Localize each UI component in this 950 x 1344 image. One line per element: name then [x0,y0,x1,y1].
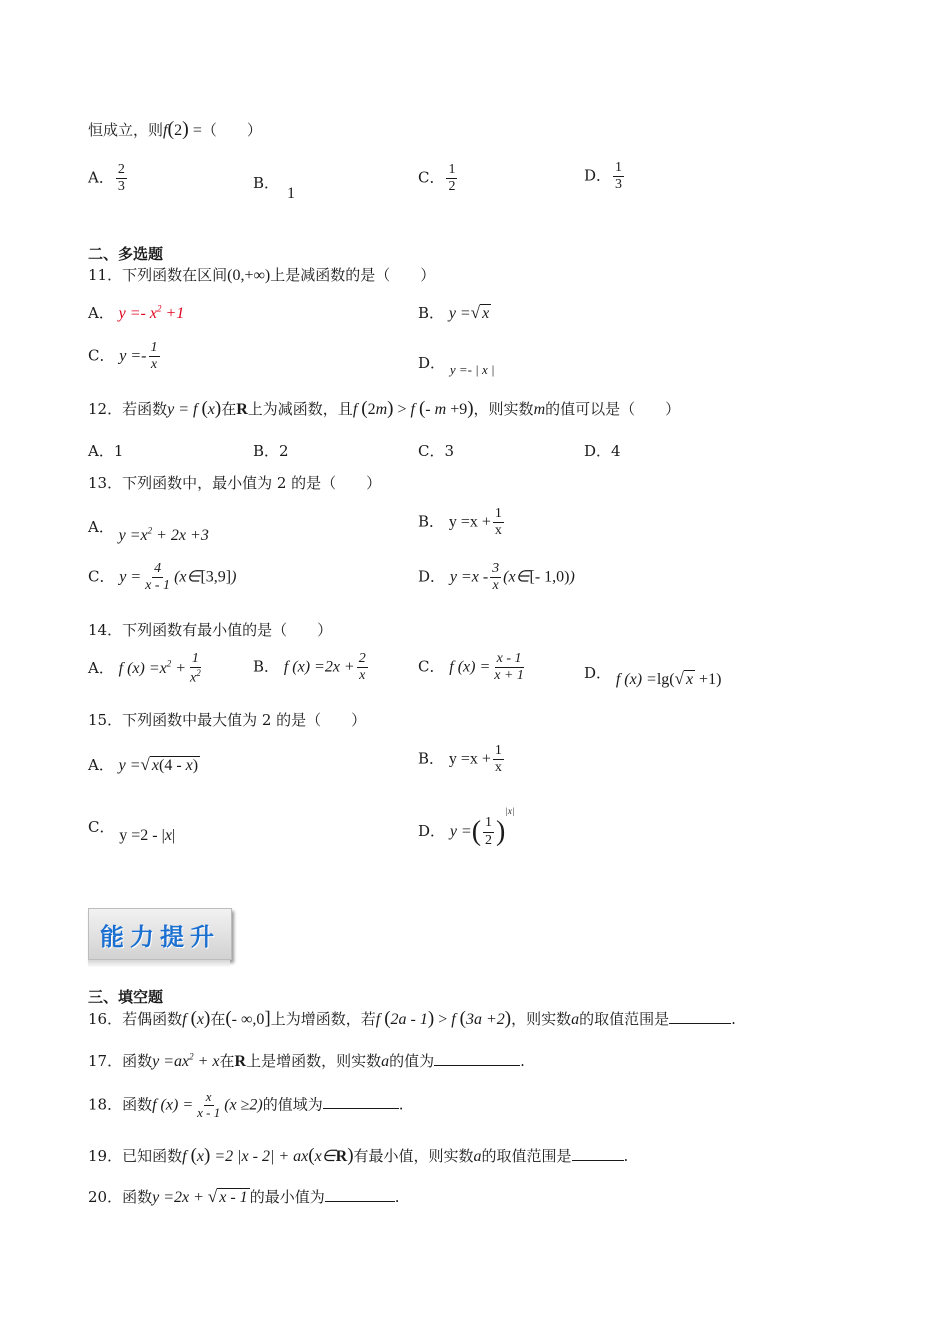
q13-stem: 13．下列函数中，最小值为 2 的是（ ） [88,474,382,492]
q15-option-c-formula: y =2 - |x| [119,827,176,844]
q11-option-c[interactable]: C． y =- $\frac{1}{x}$ [88,340,158,373]
section-title-multi-choice: 二、多选题 [88,245,164,263]
q12-option-a[interactable]: A．1 [88,442,124,460]
q11-stem: 11．下列函数在区间(0,+∞)上是减函数的是（ ） [88,266,436,284]
q10-option-c-label: C． [418,168,445,187]
q11-option-a[interactable]: A． $y =- x^2 +1$ [88,303,185,322]
q15-stem: 15．下列函数中最大值为 2 的是（ ） [88,711,367,729]
q10-paren: （ ） [201,121,262,139]
q14-stem: 14．下列函数有最小值的是（ ） [88,621,333,639]
q14-option-a-formula: f $(x) =x^2$ + [118,658,187,677]
q16-answer-blank[interactable] [669,1009,731,1024]
q13-option-b[interactable]: B． y =x + $\frac{1}{x}$ [418,506,502,539]
q14-option-d[interactable]: D． f (x) =lg(√ x +1) [584,664,722,688]
q10-stem-text: 恒成立，则 [88,121,164,139]
q13-option-b-formula: y =x + [448,513,491,531]
q14-option-b-formula: f (x) =2x + [283,658,355,676]
q11-option-a-formula: $y =- x^2 +1$ [118,303,185,322]
q10-option-d-label: D． [584,166,612,185]
q10-option-a-label: A． [88,168,114,187]
banner-text: 能力提升 [100,922,220,951]
q13-option-c[interactable]: C． y = $\frac{4}{x - 1}$ (x∈[3,9]) [88,561,237,594]
q13-option-d[interactable]: D． y =x - $\frac{3}{x}$ (x∈[- 1,0)) [418,561,575,594]
q13-option-d-formula: y =x - [449,568,489,586]
section-title-fill-blank: 三、填空题 [88,988,164,1006]
q11-option-d[interactable]: D． y =- | x | [418,354,495,377]
q15-option-b[interactable]: B． y =x + $\frac{1}{x}$ [418,743,502,776]
q10-formula: f [163,122,168,139]
q10-option-c[interactable] [418,162,459,195]
q10-option-b-value: 1 [287,185,296,202]
ability-boost-banner [88,908,232,960]
q18-stem: 18．函数f (x) = $\frac{x}{x - 1}$ (x ≥2)的值域为 . [88,1089,404,1120]
q12-option-b[interactable]: B．2 [253,442,289,460]
q10-option-b-label: B． [253,174,280,192]
q15-option-a[interactable]: A． y =√ x(4 - x) [88,755,199,774]
q12-option-d[interactable]: D．4 [584,442,621,460]
q18-answer-blank[interactable] [323,1094,399,1109]
q10-option-d-fraction: $\frac{1}{3}$ [615,160,623,193]
q15-option-b-formula: y =x + [448,750,491,768]
q19-answer-blank[interactable] [572,1146,624,1161]
q14-option-b[interactable]: B． f (x) =2x + $\frac{2}{x}$ [253,651,366,684]
q11-option-b-formula: y =√ x [448,303,490,322]
q11-option-b[interactable]: B． y =√ x [418,303,490,322]
q10-option-b[interactable] [253,172,296,202]
q19-stem: 19．已知函数f (x) =2 |x - 2| + ax(x∈R)有最小值，则实数a的取值范围是 . [88,1145,629,1166]
q10-option-d[interactable] [584,160,626,193]
q11-option-c-formula: y =- [119,347,147,365]
q14-option-a[interactable]: A． f $(x) =x^2$ + $\frac{1}{x^2}$ [88,651,201,686]
q14-option-c-formula: f (x) = [449,658,491,676]
q11-option-d-formula: y =- | x | [449,362,495,377]
q15-option-d[interactable]: D． y =( $\frac{1}{2}$ )$^{|x|}$ [418,806,515,848]
q10-option-a-fraction: $\frac{2}{3}$ [117,162,125,195]
q10-option-c-fraction: $\frac{1}{2}$ [448,162,456,195]
q20-answer-blank[interactable] [325,1187,395,1202]
q16-stem: 16．若偶函数f (x)在(- ∞,0]上为增函数，若f (2a - 1) > f (3a +2)，则实数a的取值范围是 . [88,1008,736,1029]
q13-option-a-formula: $y =x^2 + 2x +3$ [118,525,209,544]
q13-option-c-formula: y = [119,568,142,586]
q17-answer-blank[interactable] [434,1051,520,1066]
q12-stem: 12．若函数y = f (x)在R上为减函数，且f (2m) > f (- m +9)，则实数m的值可以是（ ） [88,398,681,419]
q15-option-d-formula: y = [449,823,472,840]
q13-option-a[interactable]: A． $y =x^2 + 2x +3$ [88,518,209,544]
banner-reflection [88,960,230,967]
q10-arg: 2 [174,122,183,139]
q15-option-a-formula: y =√ x(4 - x) [118,755,199,774]
q10-stem: 恒成立，则f(2) =（ ） [88,118,262,140]
q14-option-d-formula: f (x) =lg(√ x +1) [615,669,722,688]
q10-option-a[interactable] [88,162,129,195]
q11-interval: (0,+∞) [227,267,271,284]
q15-option-c[interactable]: C． y =2 - |x| [88,818,176,844]
q17-stem: 17．函数$y =ax^2 + x$在R上是增函数，则实数a的值为 . [88,1051,525,1070]
q14-option-c[interactable]: C． f (x) = $\frac{x - 1}{x + 1}$ [418,651,524,684]
q12-option-c[interactable]: C．3 [418,442,455,460]
q20-stem: 20．函数y =2x + √ x - 1 的最小值为 . [88,1187,400,1206]
